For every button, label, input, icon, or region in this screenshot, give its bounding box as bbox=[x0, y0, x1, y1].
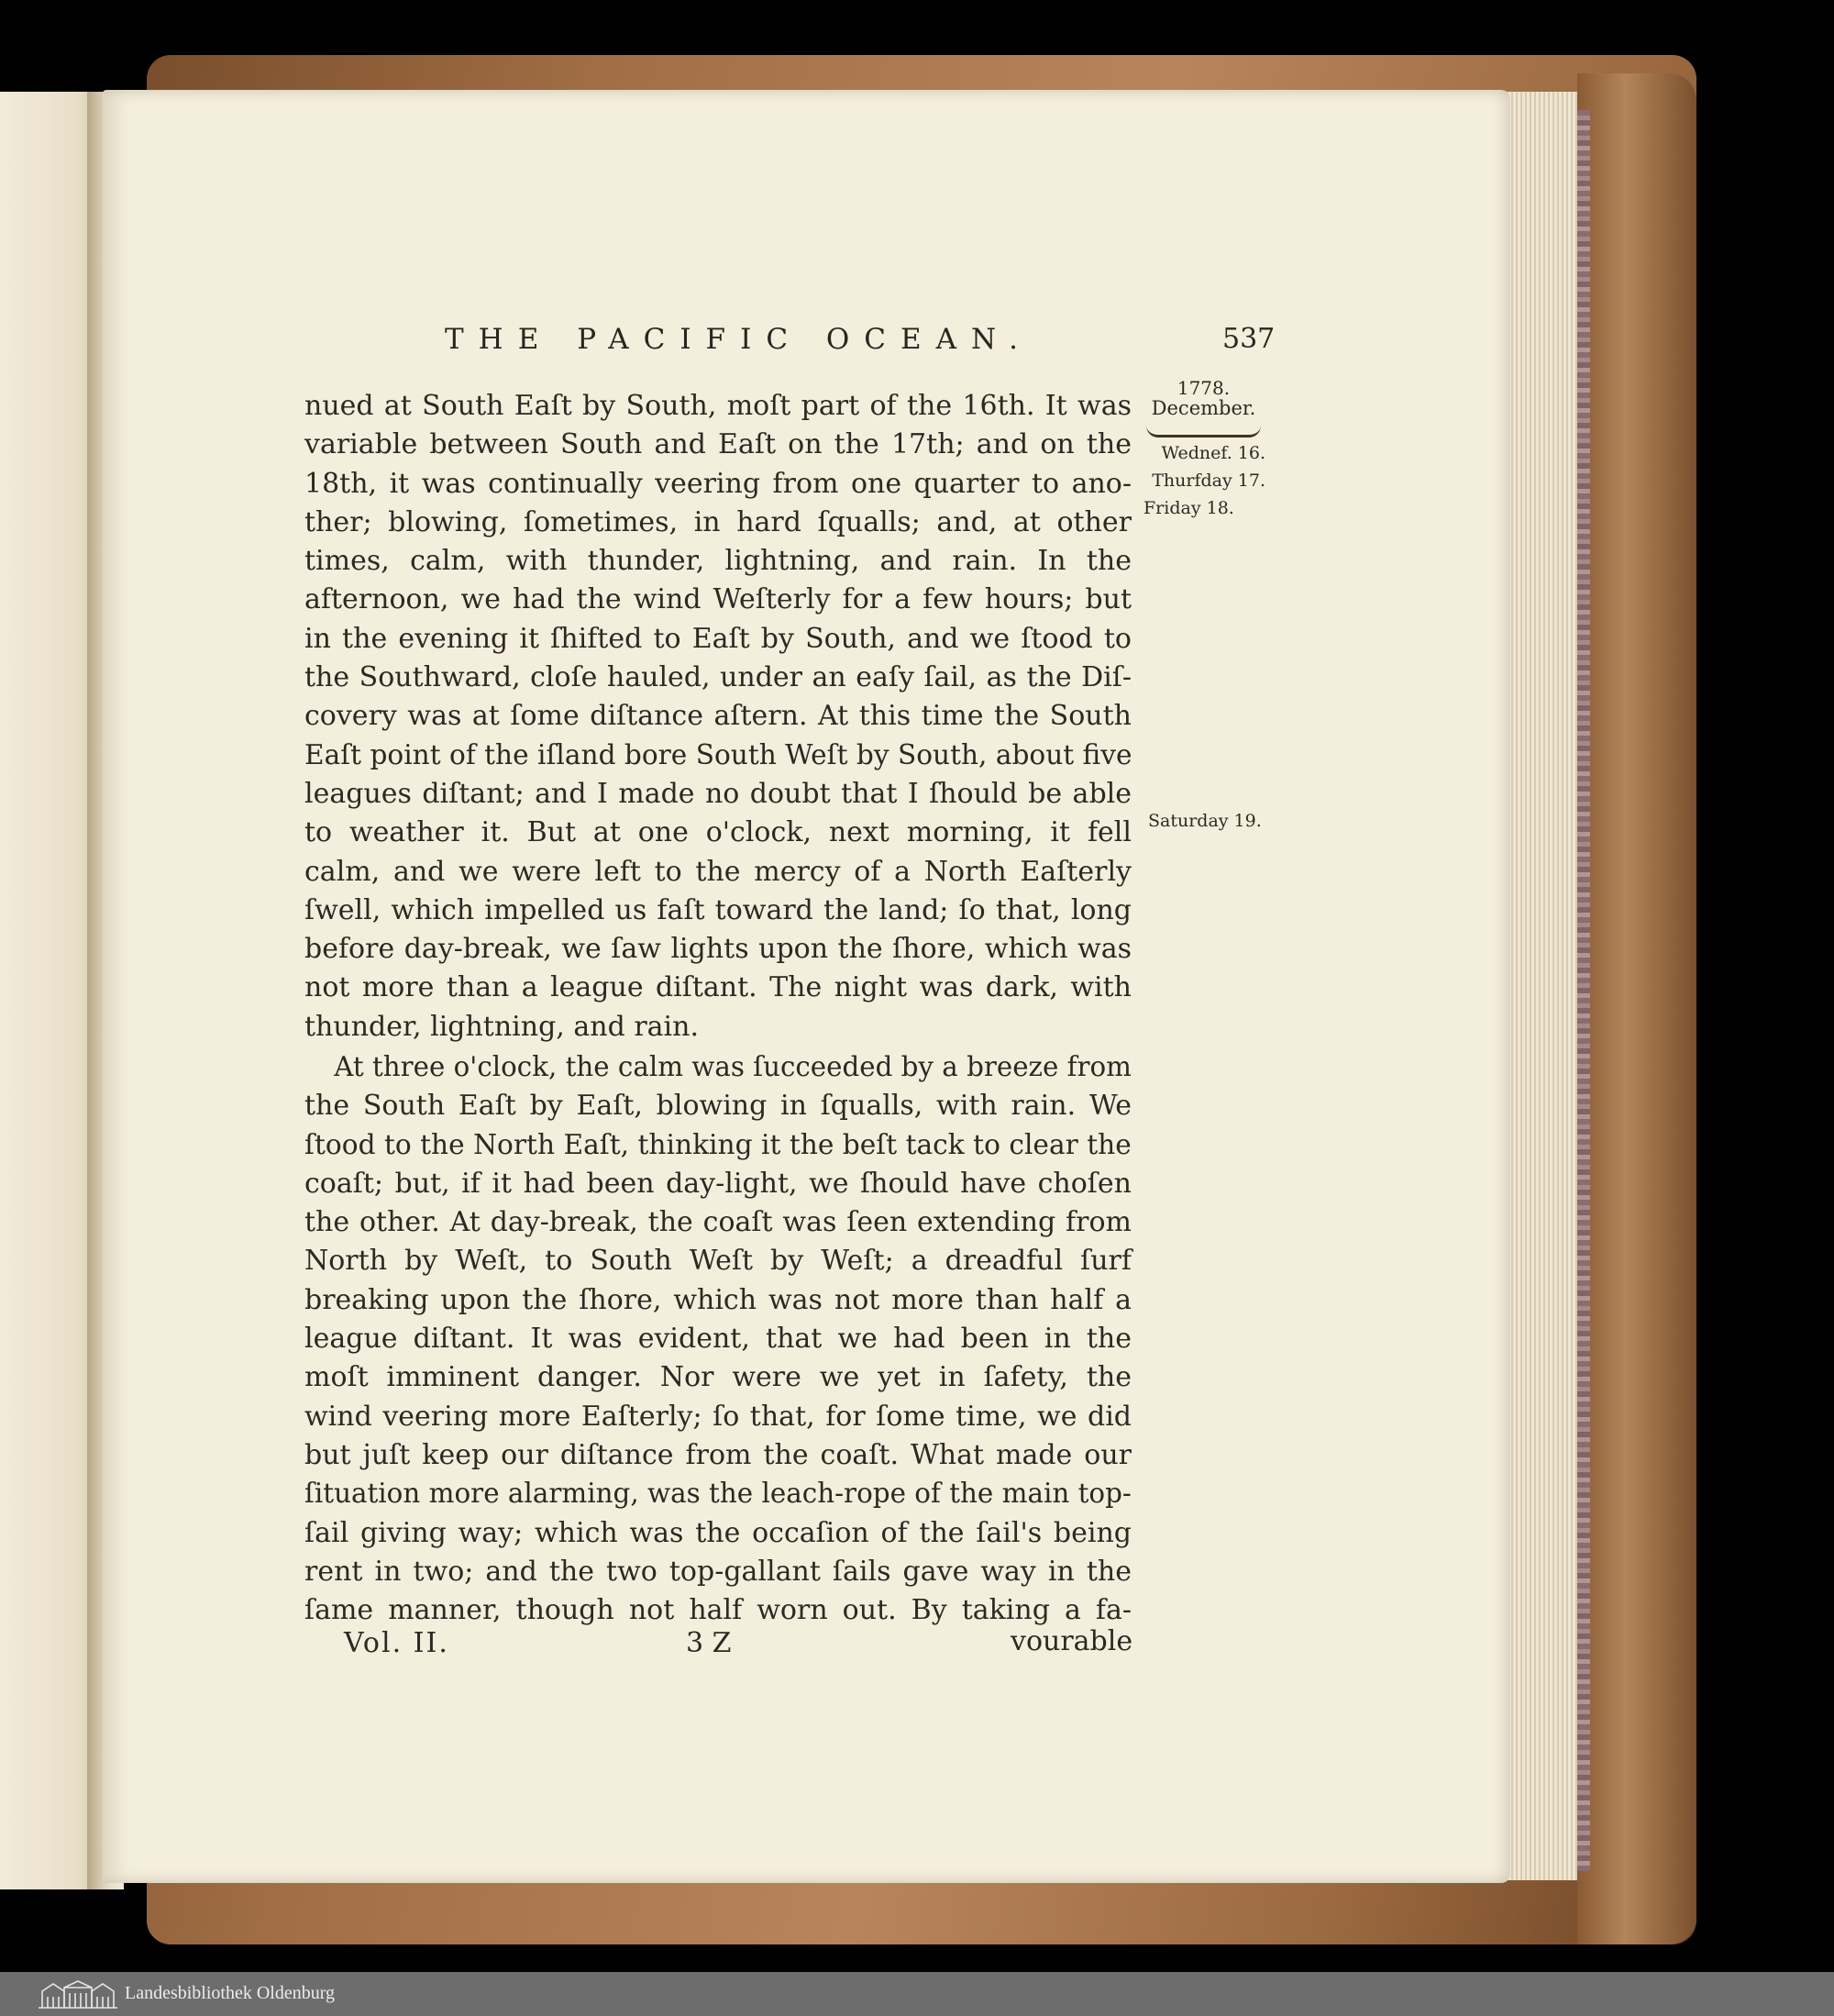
text-line: covery was at ſome diſtance aſtern. At this time the South bbox=[304, 700, 1132, 733]
margin-day-wednesday: Wednef. 16. bbox=[1161, 443, 1265, 463]
text-line: moſt imminent danger. Nor were we yet in ſafety, the bbox=[304, 1361, 1132, 1394]
library-building-icon bbox=[37, 1978, 119, 2010]
text-line: Eaſt point of the iſland bore South Weſt by South, about five bbox=[304, 738, 1132, 771]
cover-right-edge bbox=[1577, 73, 1696, 1944]
margin-brace bbox=[1146, 426, 1261, 438]
text-line: ſame manner, though not half worn out. By taking a fa- bbox=[304, 1594, 1132, 1627]
institution-label: Landesbibliothek Oldenburg bbox=[125, 1983, 336, 2003]
margin-month: December. bbox=[1151, 397, 1256, 419]
page-number: 537 bbox=[1222, 323, 1276, 355]
paragraph-1 bbox=[304, 387, 1132, 1047]
text-line: rent in two; and the two top-gallant ſails gave way in the bbox=[304, 1555, 1132, 1588]
institution-bar bbox=[0, 1972, 1834, 2016]
text-line: nued at South Eaſt by South, moſt part of the 16th. It was bbox=[304, 390, 1132, 422]
text-line: ſwell, which impelled us faſt toward the land; ſo that, long bbox=[304, 893, 1132, 926]
text-line: thunder, lightning, and rain. bbox=[304, 1010, 700, 1043]
text-line: At three o'clock, the calm was ſucceeded by a breeze from bbox=[334, 1051, 1132, 1083]
text-line: in the evening it ſhifted to Eaſt by South, and we ſtood to bbox=[304, 622, 1132, 655]
paragraph-2 bbox=[304, 1048, 1132, 1630]
text-line: but juſt keep our diſtance from the coaſt. What made our bbox=[304, 1438, 1132, 1471]
text-line: ſituation more alarming, was the leach-rope of the main top- bbox=[304, 1478, 1132, 1511]
text-line: leagues diſtant; and I made no doubt that I ſhould be able bbox=[304, 777, 1132, 810]
margin-day-saturday: Saturday 19. bbox=[1148, 811, 1262, 831]
text-line: breaking upon the ſhore, which was not more than half a bbox=[304, 1283, 1132, 1316]
margin-year: 1778. bbox=[1177, 377, 1231, 399]
text-line: league diſtant. It was evident, that we had been in the bbox=[304, 1323, 1132, 1356]
gathering-signature: 3 Z bbox=[686, 1627, 732, 1659]
margin-day-thursday: Thurfday 17. bbox=[1152, 471, 1265, 491]
text-line: afternoon, we had the wind Weſterly for a few hours; but bbox=[304, 583, 1132, 616]
text-line: coaſt; but, if it had been day-light, we ſhould have choſen bbox=[304, 1167, 1132, 1200]
text-line: ſail giving way; which was the occaſion of the ſail's being bbox=[304, 1516, 1132, 1549]
text-line: calm, and we were left to the mercy of a North Eaſterly bbox=[304, 855, 1132, 888]
margin-day-friday: Friday 18. bbox=[1143, 498, 1234, 518]
volume-signature: Vol. II. bbox=[344, 1627, 449, 1659]
text-line: variable between South and Eaſt on the 17th; and on the bbox=[304, 428, 1132, 461]
text-line: the South Eaſt by Eaſt, blowing in ſqualls, with rain. We bbox=[304, 1090, 1132, 1123]
text-line: North by Weſt, to South Weſt by Weſt; a dreadful ſurf bbox=[304, 1245, 1132, 1278]
margin-date-note bbox=[1142, 378, 1265, 522]
text-line: wind veering more Eaſterly; ſo that, for ſome time, we did bbox=[304, 1400, 1132, 1433]
text-line: before day-break, we ſaw lights upon the ſhore, which was bbox=[304, 933, 1132, 966]
catchword: vourable bbox=[1011, 1625, 1133, 1657]
text-line: the other. At day-break, the coaſt was ſeen extending from bbox=[304, 1206, 1132, 1239]
text-line: the Southward, cloſe hauled, under an eaſy ſail, as the Diſ- bbox=[304, 661, 1132, 694]
text-line: times, calm, with thunder, lightning, and rain. In the bbox=[304, 545, 1132, 578]
text-line: 18th, it was continually veering from one quarter to ano- bbox=[304, 467, 1132, 500]
text-line: ſtood to the North Eaſt, thinking it the beſt tack to clear the bbox=[304, 1128, 1132, 1161]
text-line: ther; blowing, ſometimes, in hard ſqualls; and, at other bbox=[304, 505, 1132, 538]
text-line: to weather it. But at one o'clock, next morning, it fell bbox=[304, 816, 1132, 849]
text-line: not more than a league diſtant. The night was dark, with bbox=[304, 971, 1132, 1004]
running-title: THE PACIFIC OCEAN. bbox=[445, 323, 1033, 356]
